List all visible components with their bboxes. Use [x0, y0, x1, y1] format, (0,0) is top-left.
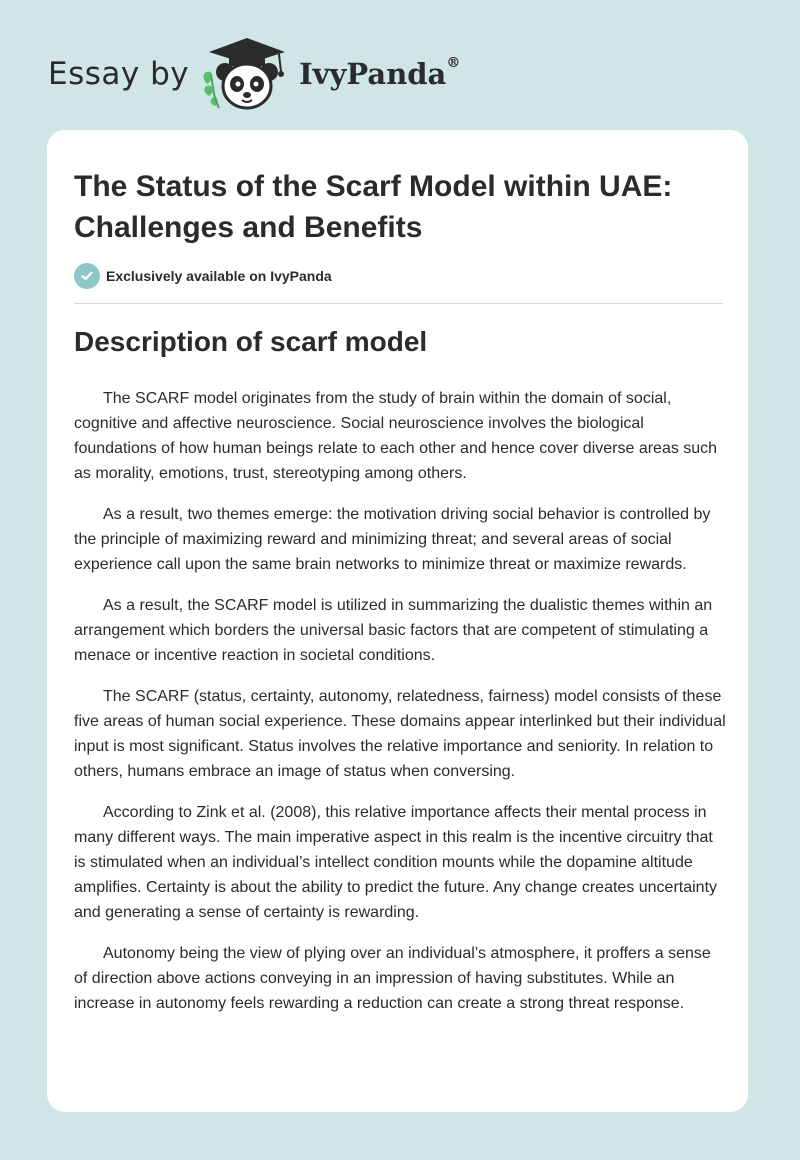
panda-logo-icon[interactable] — [199, 34, 295, 114]
brand-text: IvyPanda — [299, 57, 447, 91]
paragraph: As a result, two themes emerge: the motivation driving social behavior is controlled by the principle of maximizing reward and minimizing threat; and several areas of social experience call upon the same brain networks to minimize threat or maximize rewards. — [74, 506, 711, 573]
registered-mark: ® — [446, 55, 461, 72]
paragraph: According to Zink et al. (2008), this relative importance affects their mental process in many different ways. The main imperative aspect in this realm is the incentive circuitry that is stimulated when an individual’s intellect condition mounts while the dopamine altitude amplifies. Certainty is about the ability to predict the future. Any change creates uncertainty and generating a sense of certainty is rewarding. — [74, 804, 718, 921]
divider — [74, 303, 723, 304]
paragraph: As a result, the SCARF model is utilized in summarizing the dualistic themes within an arrangement which borders the universal basic factors that are competent of stimulating a menace or incentive reaction in societal conditions. — [74, 597, 713, 664]
brand-name[interactable] — [299, 57, 460, 91]
essay-title: The Status of the Scarf Model within UAE: Challenges and Benefits — [74, 170, 673, 244]
paragraph: The SCARF model originates from the study of brain within the domain of social, cognitive and affective neuroscience. Social neuroscience involves the biological foundations of how human beings relate to each other and hence cover diverse areas such as morality, emotions, trust, stereotyping among others. — [74, 390, 718, 482]
paragraph: The SCARF (status, certainty, autonomy, relatedness, fairness) model consists of these five areas of human social experience. These domains appear interlinked but their individual input is most significant. Status involves the relative importance and seniority. In relation to others, humans embrace an image of status when conversing. — [74, 688, 726, 780]
exclusive-badge — [74, 263, 332, 289]
essay-body — [74, 386, 726, 1032]
exclusive-label: Exclusively available on IvyPanda — [106, 268, 332, 284]
check-circle-icon — [74, 263, 100, 289]
site-header — [48, 34, 460, 114]
essay-by-label: Essay by — [48, 56, 190, 92]
section-title: Description of scarf model — [74, 326, 428, 357]
essay-card — [47, 130, 748, 1112]
paragraph: Autonomy being the view of plying over an individual’s atmosphere, it proffers a sense of direction above actions conveying in an impression of having substitutes. While an increase in autonomy feels rewarding a reduction can create a strong threat response. — [74, 945, 711, 1012]
